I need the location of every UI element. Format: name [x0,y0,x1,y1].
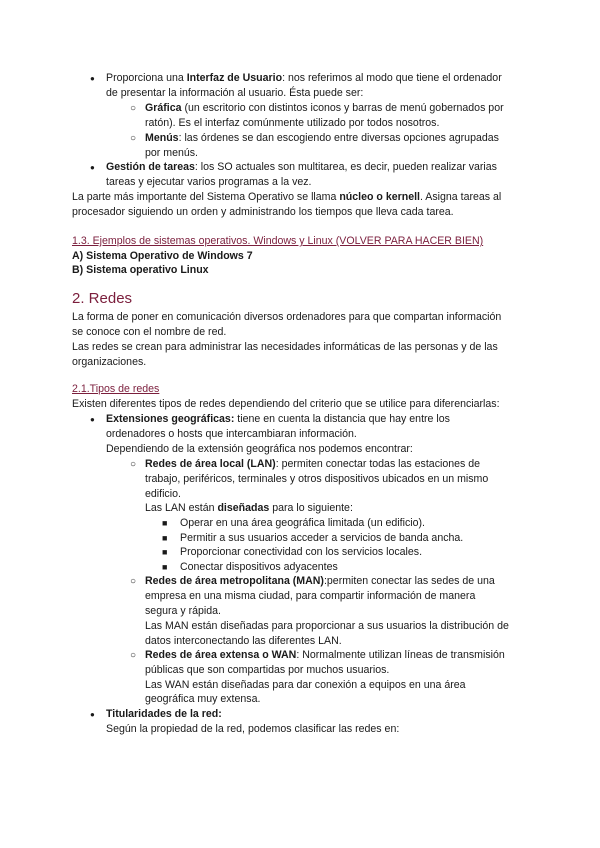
man-line [145,574,495,589]
linux-heading: B) Sistema operativo Linux [72,264,209,276]
section-1-3-link[interactable]: 1.3. Ejemplos de sistemas operativos. Windows y Linux (VOLVER PARA HACER BIEN) [72,235,484,247]
wan-line-3: Las WAN están diseñadas para dar conexión a equipos en una área [145,679,466,691]
redes-p2-line-2: organizaciones. [72,356,147,368]
bold-term: Gestión de tareas [106,161,195,173]
bold-term: Menús [145,132,179,144]
bold-term: diseñadas [217,502,270,514]
section-2-heading: 2. Redes [72,290,133,307]
lan-line-2: trabajo, periféricos, terminales y otros dispositivos ubicados en un mismo [145,473,489,485]
grafica-line [145,101,504,116]
text: tiene en cuenta la distancia que hay entre los [234,413,450,425]
text: : nos referimos al modo que tiene el ordenador [282,72,502,84]
square-marker: ■ [162,533,168,543]
redes-p1-line-1: La forma de poner en comunicación diversos ordenadores para que compartan información [72,311,502,323]
lan-design-line [145,501,353,516]
bold-term: Interfaz de Usuario [186,72,283,84]
menus-line-2: por menús. [145,147,198,159]
square-marker: ■ [162,547,168,557]
text: para lo siguiente: [269,502,353,514]
windows-heading: A) Sistema Operativo de Windows 7 [72,250,253,262]
bullet-marker: ● [90,710,95,719]
lan-list-item: Proporcionar conectividad con los servicios locales. [180,546,423,558]
square-marker: ■ [162,562,168,572]
nucleo-line [72,190,501,205]
text: Las LAN están [145,502,218,514]
bold-term: Gráfica [145,102,182,114]
nucleo-line-2: procesador siguiendo un orden y administrando los tiempos que lleva cada tarea. [72,206,454,218]
circle-marker: ○ [130,650,137,661]
square-marker: ■ [162,518,168,528]
wan-line [145,648,505,663]
ext-line-3: Dependiendo de la extensión geográfica nos podemos encontrar: [106,443,413,455]
text: . Asigna tareas al [419,191,502,203]
man-line-4: Las MAN están diseñadas para proporcionar a sus usuarios la distribución de [145,620,509,632]
bullet-marker: ● [90,415,95,424]
text: (un escritorio con distintos iconos y barras de menú gobernados por [181,102,504,114]
wan-line-2: públicas que son compartidas por muchos usuarios. [145,664,390,676]
titularidades-line: Titularidades de la red: [106,708,222,720]
ext-line-2: ordenadores o hosts que intercambiaran información. [106,428,357,440]
redes-p2-line-1: Las redes se crean para administrar las necesidades informáticas de las personas y de las [72,341,498,353]
bullet-marker: ● [90,74,95,83]
tipos-intro: Existen diferentes tipos de redes dependiendo del criterio que se utilice para diferenciarlas: [72,398,500,410]
bullet-marker: ● [90,163,95,172]
circle-marker: ○ [130,133,137,144]
titularidades-line-2: Según la propiedad de la red, podemos clasificar las redes en: [106,723,400,735]
bold-term: Redes de área extensa o WAN [145,649,297,661]
circle-marker: ○ [130,103,137,114]
interfaz-line-2: de presentar la información al usuario. Ésta puede ser: [106,87,364,99]
text: Proporciona una [106,72,187,84]
menus-line [145,131,499,146]
text: : Normalmente utilizan líneas de transmisión [296,649,505,661]
redes-p1-line-2: se conoce con el nombre de red. [72,326,227,338]
grafica-line-2: ratón). Es el interfaz comúnmente utilizado por todos nosotros. [145,117,440,129]
bold-term: núcleo o kernell [339,191,420,203]
section-2-1-link[interactable]: 2.1.Tipos de redes [72,383,160,395]
text: :permiten conectar las sedes de una [323,575,495,587]
lan-line [145,457,480,472]
lan-list-item: Permitir a sus usuarios acceder a servicios de banda ancha. [180,532,464,544]
lan-list-item: Conectar dispositivos adyacentes [180,561,338,573]
bold-term: Extensiones geográficas: [106,413,235,425]
lan-line-3: edificio. [145,488,181,500]
circle-marker: ○ [130,459,137,470]
wan-line-4: geográfica muy extensa. [145,693,261,705]
lan-list-item: Operar en una área geográfica limitada (un edificio). [180,517,425,529]
gestion-line-2: tareas y ejecutar varios programas a la vez. [106,176,312,188]
text: : las órdenes se dan escogiendo entre diversas opciones agrupadas [178,132,499,144]
text: : los SO actuales son multitarea, es decir, pueden realizar varias [194,161,497,173]
bold-term: Redes de área metropolitana (MAN) [145,575,324,587]
interfaz-line [106,71,502,86]
text: : permiten conectar todas las estaciones de [275,458,481,470]
man-line-3: segura y rápida. [145,605,221,617]
man-line-5: datos interconectando las diferentes LAN. [145,635,342,647]
man-line-2: empresa en una misma ciudad, para compartir información de manera [145,590,476,602]
ext-line [106,412,450,427]
circle-marker: ○ [130,576,137,587]
gestion-line [106,160,497,175]
bold-term: Redes de área local (LAN) [145,458,276,470]
text: La parte más importante del Sistema Operativo se llama [72,191,340,203]
